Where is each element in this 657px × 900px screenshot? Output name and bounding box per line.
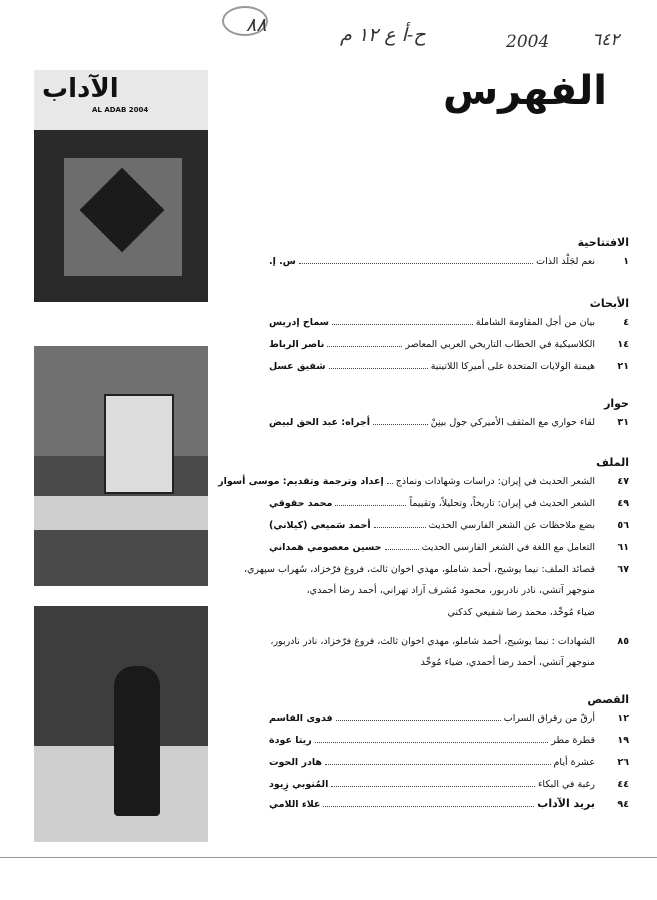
- leader-dots: [373, 424, 428, 425]
- handwritten-year: 2004: [506, 32, 550, 52]
- toc-entry[interactable]: [269, 635, 629, 647]
- section-heading: حوار: [604, 397, 629, 410]
- entry-author: محمد حقوقي: [269, 498, 333, 509]
- entry-title: الشعر الحديث في إيران: تاريخاً، وتحليلاً، وتقييماً: [409, 498, 595, 509]
- section-interview: [269, 397, 629, 438]
- entry-author: فدوى القاسم: [269, 713, 333, 724]
- leader-dots: [315, 742, 549, 743]
- leader-dots: [329, 368, 428, 369]
- toc-entry[interactable]: [269, 316, 629, 328]
- leader-dots: [331, 786, 535, 787]
- photo-protest-sign: [104, 394, 174, 494]
- toc-entry[interactable]: [269, 360, 629, 372]
- entry-author: المُنوبي زِيود: [269, 779, 329, 790]
- section-dossier: [218, 456, 629, 679]
- photo-banner: [34, 496, 208, 530]
- entry-page: ٤٤: [617, 779, 629, 790]
- toc-entry[interactable]: [269, 255, 629, 267]
- page-footer-rule: [0, 857, 657, 858]
- leader-dots: [387, 483, 393, 484]
- entry-page: ٤٩: [617, 498, 629, 509]
- toc-entry[interactable]: [218, 475, 629, 487]
- leader-dots: [325, 764, 551, 765]
- entry-page: ١٤: [617, 339, 629, 350]
- section-editorial: [269, 236, 629, 277]
- section-heading: القصص: [587, 693, 629, 706]
- leader-dots: [336, 720, 501, 721]
- entry-title: عشرة أيام: [553, 757, 595, 768]
- entry-author: هادر الحوت: [269, 757, 322, 768]
- leader-dots: [385, 549, 419, 550]
- entry-page: ٩٤: [617, 799, 629, 810]
- entry-page: ٤٧: [617, 476, 629, 487]
- entry-author: علاء اللامي: [269, 799, 321, 810]
- entry-page: ٢٦: [617, 757, 629, 768]
- entry-page: ١: [623, 256, 629, 267]
- toc-entry[interactable]: [269, 338, 629, 350]
- entry-title: لقاء حواري مع المثقف الأميركي جول بينِنْ: [430, 417, 595, 428]
- entry-title: بضع ملاحظات عن الشعر الفارسي الحديث: [428, 520, 595, 531]
- toc-entry[interactable]: [269, 712, 629, 724]
- protest-photo-march: [34, 606, 208, 842]
- entry-author: أحمد سَميعي (كيلاني): [269, 520, 371, 531]
- section-heading: الأبحاث: [589, 297, 629, 310]
- cover-header: [34, 70, 208, 130]
- section-heading: الافتتاحية: [577, 236, 629, 249]
- photo-masked-figure: [114, 666, 160, 816]
- protest-photo-signs: [34, 346, 208, 586]
- entry-page: ٦١: [617, 542, 629, 553]
- toc-entry[interactable]: [269, 756, 629, 768]
- entry-author: شفيق عسل: [269, 361, 326, 372]
- leader-dots: [335, 505, 406, 506]
- entry-page: ٢١: [617, 361, 629, 372]
- entry-page: ١٩: [617, 735, 629, 746]
- entry-title: نعم لجَلْد الذات: [536, 256, 595, 267]
- section-mail: [269, 798, 629, 820]
- entry-title: الكلاسيكية في الخطاب التاريخي العربي المعاصر: [405, 339, 595, 350]
- entry-title: قطرة مطر: [551, 735, 595, 746]
- toc-entry[interactable]: [269, 798, 629, 810]
- entry-author: سماح إدريس: [269, 317, 330, 328]
- entry-title: الشعر الحديث في إيران: دراسات وشهادات ونماذج: [395, 476, 595, 487]
- entry-page: ١٢: [617, 713, 629, 724]
- toc-entry[interactable]: [269, 541, 629, 553]
- entry-title: التعامل مع اللغة في الشعر الفارسي الحديث: [421, 542, 595, 553]
- toc-entry[interactable]: [269, 416, 629, 428]
- magazine-cover-image: [34, 70, 208, 302]
- entry-title: رغبة في البكاء: [537, 779, 595, 790]
- toc-entry[interactable]: [269, 734, 629, 746]
- cover-logo: الآداب: [42, 74, 119, 104]
- entry-title: أرقٌ من رقراق السراب: [503, 713, 595, 724]
- entry-author: حسين معصومي همداني: [269, 542, 382, 553]
- toc-entry[interactable]: [269, 497, 629, 509]
- entry-author: ريتا عودة: [269, 735, 312, 746]
- entry-page: ٥٦: [617, 520, 629, 531]
- handwritten-page-number: ٨٨: [246, 14, 267, 36]
- cover-english-title: AL ADAB 2004: [92, 106, 149, 114]
- leader-dots: [374, 527, 426, 528]
- entry-title: بيان من أجل المقاومة الشاملة: [475, 317, 595, 328]
- leader-dots: [323, 806, 534, 807]
- section-research: [269, 297, 629, 382]
- entry-title: الشهادات : نيما يوشيج، أحمد شاملو، مهدي اخوان ثالث، فروغ فرّخزاد، نادر نادربور،: [270, 636, 595, 647]
- toc-entry[interactable]: [269, 519, 629, 531]
- entry-author: ناصر الرباط: [269, 339, 325, 350]
- entry-page: ٨٥: [617, 636, 629, 647]
- entry-continuation: ضياء مُوحِّد، محمد رضا شفيعي كدكني: [447, 607, 595, 618]
- section-heading: الملف: [596, 456, 629, 469]
- entry-title: قصائد الملف: نيما يوشيج، أحمد شاملو، مهدي اخوان ثالث، فروغ فرّخزاد، سُهراب سپهري،: [243, 564, 595, 575]
- handwritten-note: ح-أ ع ١٢ م: [340, 24, 426, 46]
- toc-entry[interactable]: [269, 778, 629, 790]
- entry-title: بريد الآداب: [537, 797, 595, 810]
- entry-page: ٦٧: [617, 564, 629, 575]
- entry-author: أجراه: عبد الحق لبيض: [269, 417, 370, 428]
- entry-title: هيمنة الولايات المتحدة على أميركا اللاتينية: [430, 361, 595, 372]
- handwritten-code: ٦٤٢: [592, 30, 620, 50]
- entry-continuation: منوجهر آتشي، أحمد رضا أحمدي، ضياء مُوحِّد: [420, 657, 595, 668]
- entry-continuation: منوجهر آتشي، نادر نادربور، محمود مُشرف آزاد تهراني، أحمد رضا أحمدي،: [306, 585, 595, 596]
- page-title: الفهرس: [442, 68, 607, 114]
- leader-dots: [327, 346, 402, 347]
- entry-author: إعداد وترجمة وتقديم: موسى أسوار: [218, 476, 384, 487]
- section-stories: [269, 693, 629, 800]
- entry-page: ٣١: [617, 417, 629, 428]
- leader-dots: [332, 324, 473, 325]
- entry-page: ٤: [623, 317, 629, 328]
- entry-author: س. إ.: [269, 256, 296, 267]
- leader-dots: [299, 263, 533, 264]
- toc-entry[interactable]: [243, 563, 629, 575]
